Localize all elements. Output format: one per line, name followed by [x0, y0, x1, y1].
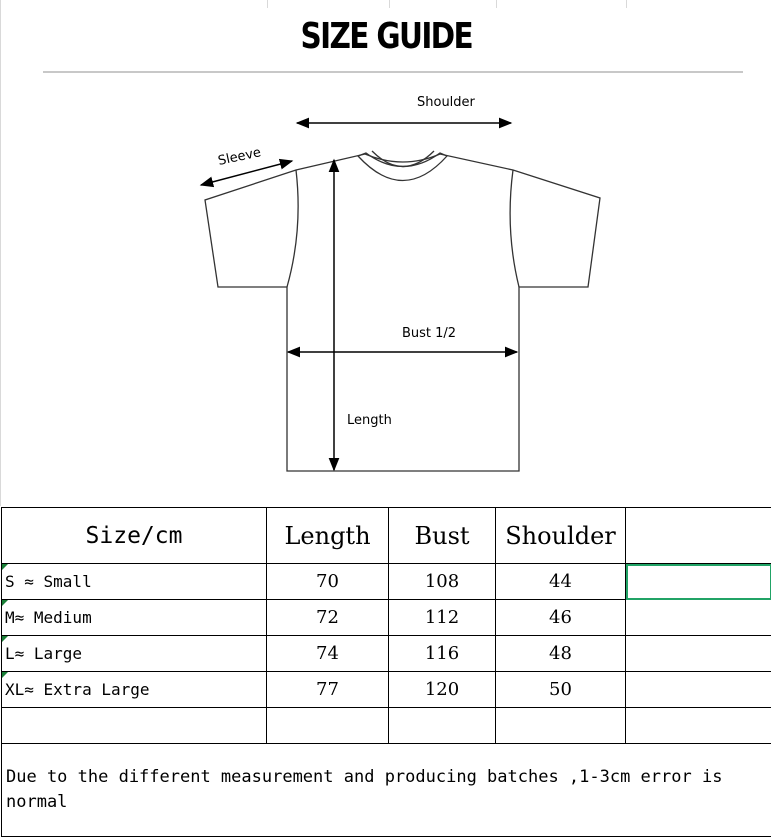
left-sleeve-seam: [287, 170, 298, 287]
empty-cell[interactable]: [626, 708, 771, 744]
empty-cell[interactable]: [389, 708, 496, 744]
header-length[interactable]: Length: [267, 508, 389, 564]
table-row: [2, 672, 771, 708]
bust-cell[interactable]: 112: [389, 600, 496, 636]
sleeve-arrow: [201, 161, 292, 185]
empty-cell[interactable]: [267, 708, 389, 744]
shoulder-cell[interactable]: 50: [496, 672, 626, 708]
header-size[interactable]: Size/cm: [2, 508, 267, 564]
length-cell[interactable]: 77: [267, 672, 389, 708]
length-cell[interactable]: 74: [267, 636, 389, 672]
size-cell[interactable]: S ≈ Small: [2, 564, 267, 600]
size-table: [1, 507, 771, 837]
page-title: SIZE GUIDE: [300, 16, 473, 57]
note-cell[interactable]: Due to the different measurement and producing batches ,1-3cm error is normal: [2, 744, 771, 837]
empty-cell[interactable]: [496, 708, 626, 744]
table-row-empty: [2, 708, 771, 744]
empty-cell[interactable]: [2, 708, 267, 744]
length-cell[interactable]: 72: [267, 600, 389, 636]
tshirt-collar-inner: [372, 151, 434, 167]
bust-label: Bust 1/2: [402, 326, 457, 341]
table-header-row: [2, 508, 771, 564]
bust-cell[interactable]: 120: [389, 672, 496, 708]
bust-cell[interactable]: 108: [389, 564, 496, 600]
empty-cell[interactable]: [626, 672, 771, 708]
shoulder-label: Shoulder: [417, 95, 475, 110]
empty-cell[interactable]: [626, 600, 771, 636]
shoulder-cell[interactable]: 44: [496, 564, 626, 600]
header-empty[interactable]: [626, 508, 771, 564]
sleeve-label: Sleeve: [216, 145, 263, 169]
right-sleeve-seam: [510, 170, 519, 287]
length-cell[interactable]: 70: [267, 564, 389, 600]
length-label: Length: [347, 413, 392, 428]
bust-cell[interactable]: 116: [389, 636, 496, 672]
shoulder-cell[interactable]: 48: [496, 636, 626, 672]
empty-cell[interactable]: [626, 636, 771, 672]
size-cell[interactable]: XL≈ Extra Large: [2, 672, 267, 708]
size-cell[interactable]: L≈ Large: [2, 636, 267, 672]
shoulder-cell[interactable]: 46: [496, 600, 626, 636]
header-bust[interactable]: Bust: [389, 508, 496, 564]
table-row: [2, 636, 771, 672]
table-row: [2, 600, 771, 636]
selected-cell[interactable]: [626, 564, 771, 600]
size-cell[interactable]: M≈ Medium: [2, 600, 267, 636]
header-shoulder[interactable]: Shoulder: [496, 508, 626, 564]
table-row: [2, 564, 771, 600]
tshirt-outline: [205, 154, 600, 471]
note-row: [2, 744, 771, 837]
